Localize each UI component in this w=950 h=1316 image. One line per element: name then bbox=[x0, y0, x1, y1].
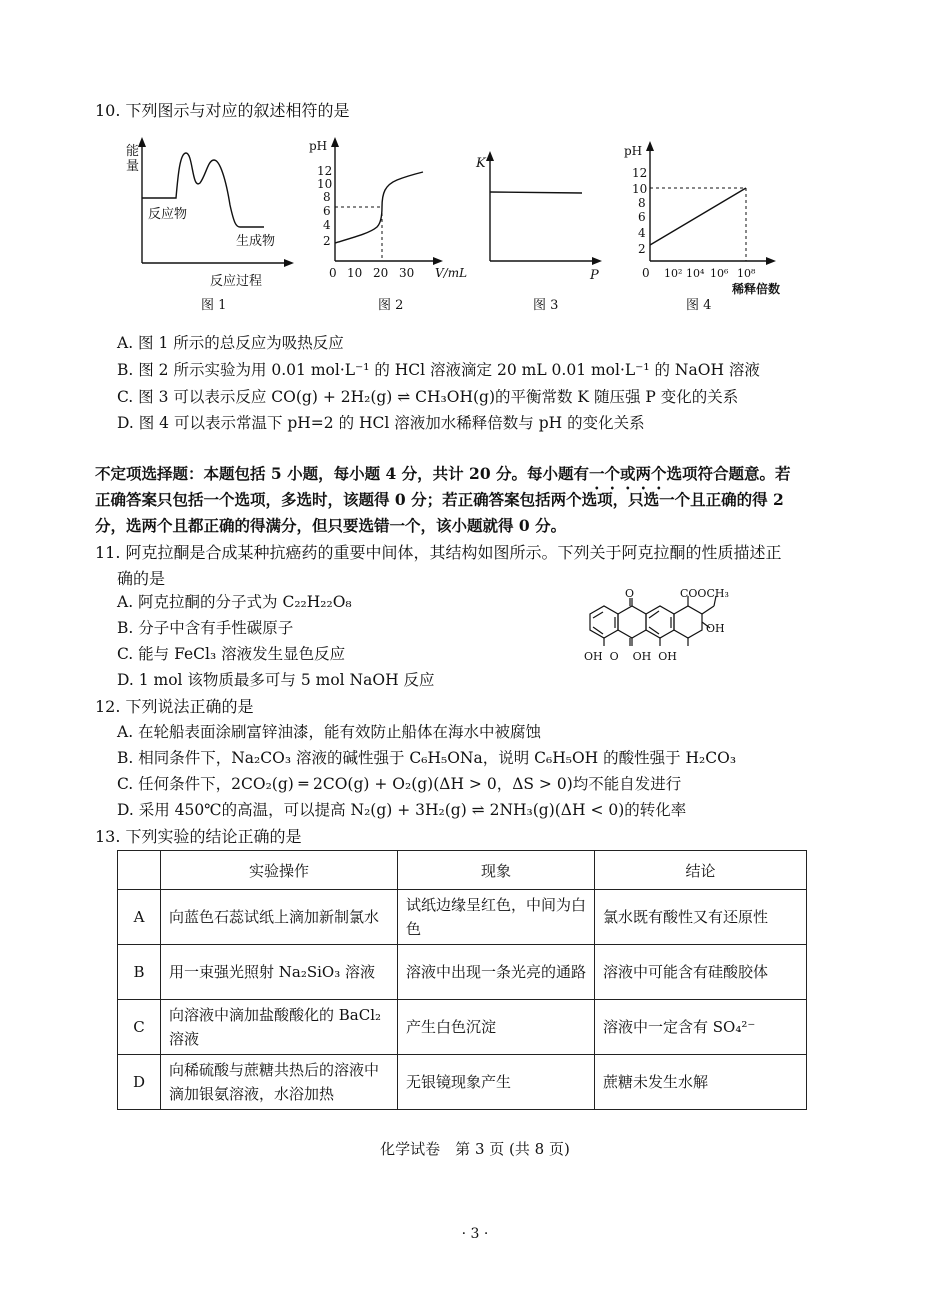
fig2-caption: 图 2 bbox=[378, 298, 404, 313]
page-number: · 3 · bbox=[461, 1226, 489, 1242]
fig2-x-tick: 20 bbox=[373, 266, 389, 280]
section-instructions-line2: 正确答案只包括一个选项，多选时，该题得 0 分；若正确答案包括两个选项，只选一个且正确的得 2 bbox=[95, 490, 784, 509]
fig4-ph-line bbox=[650, 188, 746, 245]
figure-2 bbox=[305, 135, 485, 315]
q10-option-b: B. 图 2 所示实验为用 0.01 mol·L⁻¹ 的 HCl 溶液滴定 20 mL 0.01 mol·L⁻¹ 的 NaOH 溶液 bbox=[117, 361, 760, 379]
table-row bbox=[118, 1000, 807, 1055]
fig4-x-label: 稀释倍数 bbox=[732, 282, 781, 296]
fig2-x-tick: 0 bbox=[329, 266, 337, 280]
q10-option-a: A. 图 1 所示的总反应为吸热反应 bbox=[117, 334, 344, 352]
q11-option-b: B. 分子中含有手性碳原子 bbox=[117, 619, 294, 637]
figure-3 bbox=[470, 135, 620, 315]
q11-stem-line1: 11. 阿克拉酮是合成某种抗癌药的重要中间体，其结构如图所示。下列关于阿克拉酮的性质描述正 bbox=[95, 543, 782, 562]
row-label: B bbox=[118, 945, 161, 1000]
fig3-caption: 图 3 bbox=[533, 298, 559, 313]
fig1-x-arrow bbox=[284, 259, 294, 267]
aklavinone-structure bbox=[570, 588, 780, 680]
row-conclusion: 蔗糖未发生水解 bbox=[595, 1055, 807, 1110]
q11-option-c: C. 能与 FeCl₃ 溶液发生显色反应 bbox=[117, 645, 346, 663]
q12-option-a: A. 在轮船表面涂刷富锌油漆，能有效防止船体在海水中被腐蚀 bbox=[117, 723, 542, 741]
row-operation: 用一束强光照射 Na₂SiO₃ 溶液 bbox=[161, 945, 398, 1000]
fig3-y-label: K bbox=[476, 156, 486, 171]
fig2-y-tick: 6 bbox=[323, 204, 331, 218]
table-header-operation: 实验操作 bbox=[161, 851, 398, 890]
fig1-caption: 图 1 bbox=[201, 298, 227, 313]
fig2-x-tick: 30 bbox=[399, 266, 415, 280]
row-conclusion: 溶液中一定含有 SO₄²⁻ bbox=[595, 1000, 807, 1055]
fig1-y-label-2: 量 bbox=[126, 159, 140, 174]
section-instructions-line1: 不定项选择题：本题包括 5 小题，每小题 4 分，共计 20 分。每小题有一个或两个选项符合题意。若 bbox=[95, 464, 791, 483]
fig4-x-tick: 10⁶ bbox=[710, 267, 729, 280]
fig2-x-tick: 10 bbox=[347, 266, 363, 280]
row-operation: 向蓝色石蕊试纸上滴加新制氯水 bbox=[161, 890, 398, 945]
fig4-caption: 图 4 bbox=[686, 298, 712, 313]
figure-1 bbox=[118, 135, 298, 315]
row-phenomenon: 无银镜现象产生 bbox=[398, 1055, 595, 1110]
table-header-blank bbox=[118, 851, 161, 890]
q12-option-c: C. 任何条件下，2CO₂(g) ═ 2CO(g) + O₂(g)(ΔH > 0，ΔS > 0)均不能自发进行 bbox=[117, 775, 682, 793]
q11-stem-line2: 确的是 bbox=[117, 569, 166, 588]
fig1-x-label: 反应过程 bbox=[210, 274, 263, 289]
fig4-y-tick: 2 bbox=[638, 242, 646, 256]
row-phenomenon: 产生白色沉淀 bbox=[398, 1000, 595, 1055]
page-footer-title: 化学试卷 第 3 页 (共 8 页) bbox=[380, 1140, 570, 1158]
row-label: D bbox=[118, 1055, 161, 1110]
fig1-y-label-1: 能 bbox=[126, 144, 140, 159]
fig2-y-tick: 10 bbox=[317, 177, 333, 191]
row-operation: 向稀硫酸与蔗糖共热后的溶液中滴加银氨溶液，水浴加热 bbox=[161, 1055, 398, 1110]
fig1-product-label: 生成物 bbox=[236, 234, 276, 249]
table-row bbox=[118, 1055, 807, 1110]
fig4-x-tick: 10⁴ bbox=[686, 267, 705, 280]
q11-option-d: D. 1 mol 该物质最多可与 5 mol NaOH 反应 bbox=[117, 671, 435, 689]
fig2-y-label: pH bbox=[309, 139, 328, 153]
fig2-y-tick: 8 bbox=[323, 190, 331, 204]
struct-cooch3: COOCH₃ bbox=[680, 588, 729, 600]
fig2-y-tick: 4 bbox=[323, 218, 331, 232]
struct-oh-right: OH bbox=[706, 622, 725, 635]
q12-option-d: D. 采用 450℃的高温，可以提高 N₂(g) + 3H₂(g) ⇌ 2NH₃(g)(ΔH < 0)的转化率 bbox=[117, 801, 687, 819]
row-operation: 向溶液中滴加盐酸酸化的 BaCl₂ 溶液 bbox=[161, 1000, 398, 1055]
table-header-conclusion: 结论 bbox=[595, 851, 807, 890]
q12-option-b: B. 相同条件下，Na₂CO₃ 溶液的碱性强于 C₆H₅ONa，说明 C₆H₅OH 的酸性强于 H₂CO₃ bbox=[117, 749, 737, 767]
fig3-x-label: P bbox=[590, 268, 599, 283]
fig2-y-tick: 2 bbox=[323, 234, 331, 248]
fig2-x-label: V/mL bbox=[435, 266, 468, 280]
q10-stem: 10. 下列图示与对应的叙述相符的是 bbox=[95, 101, 350, 120]
row-phenomenon: 溶液中出现一条光亮的通路 bbox=[398, 945, 595, 1000]
q12-stem: 12. 下列说法正确的是 bbox=[95, 697, 254, 716]
fig4-y-tick: 10 bbox=[632, 182, 648, 196]
fig4-y-tick: 4 bbox=[638, 226, 646, 240]
row-conclusion: 氯水既有酸性又有还原性 bbox=[595, 890, 807, 945]
row-label: A bbox=[118, 890, 161, 945]
fig4-x-tick: 10⁸ bbox=[737, 267, 756, 280]
q10-option-c: C. 图 3 可以表示反应 CO(g) + 2H₂(g) ⇌ CH₃OH(g)的平衡常数 K 随压强 P 变化的关系 bbox=[117, 388, 739, 406]
row-conclusion: 溶液中可能含有硅酸胶体 bbox=[595, 945, 807, 1000]
row-label: C bbox=[118, 1000, 161, 1055]
fig4-y-tick: 6 bbox=[638, 210, 646, 224]
fig1-y-arrow bbox=[138, 137, 146, 147]
table-row bbox=[118, 945, 807, 1000]
fig3-k-line bbox=[490, 192, 582, 193]
figure-4 bbox=[620, 135, 805, 315]
struct-o-top: O bbox=[625, 588, 635, 600]
table-row bbox=[118, 890, 807, 945]
fig4-y-tick: 12 bbox=[632, 166, 648, 180]
fig4-y-label: pH bbox=[624, 144, 643, 158]
fig4-y-tick: 8 bbox=[638, 196, 646, 210]
fig4-x-tick: 10² bbox=[664, 267, 683, 280]
fig1-reactant-label: 反应物 bbox=[148, 207, 188, 222]
section-instructions-line3: 分，选两个且都正确的得满分，但只要选错一个，该小题就得 0 分。 bbox=[95, 516, 567, 535]
fig4-x-tick: 0 bbox=[642, 266, 650, 280]
q13-experiment-table bbox=[117, 850, 807, 1110]
q11-option-a: A. 阿克拉酮的分子式为 C₂₂H₂₂O₈ bbox=[117, 593, 352, 611]
q13-stem: 13. 下列实验的结论正确的是 bbox=[95, 827, 302, 846]
table-header-phenomenon: 现象 bbox=[398, 851, 595, 890]
q10-option-d: D. 图 4 可以表示常温下 pH=2 的 HCl 溶液加水稀释倍数与 pH 的变化关系 bbox=[117, 414, 645, 432]
row-phenomenon: 试纸边缘呈红色，中间为白色 bbox=[398, 890, 595, 945]
table-header-row bbox=[118, 851, 807, 890]
struct-bottom-labels: OH O OH OH bbox=[584, 650, 677, 663]
fig2-y-tick: 12 bbox=[317, 164, 333, 178]
